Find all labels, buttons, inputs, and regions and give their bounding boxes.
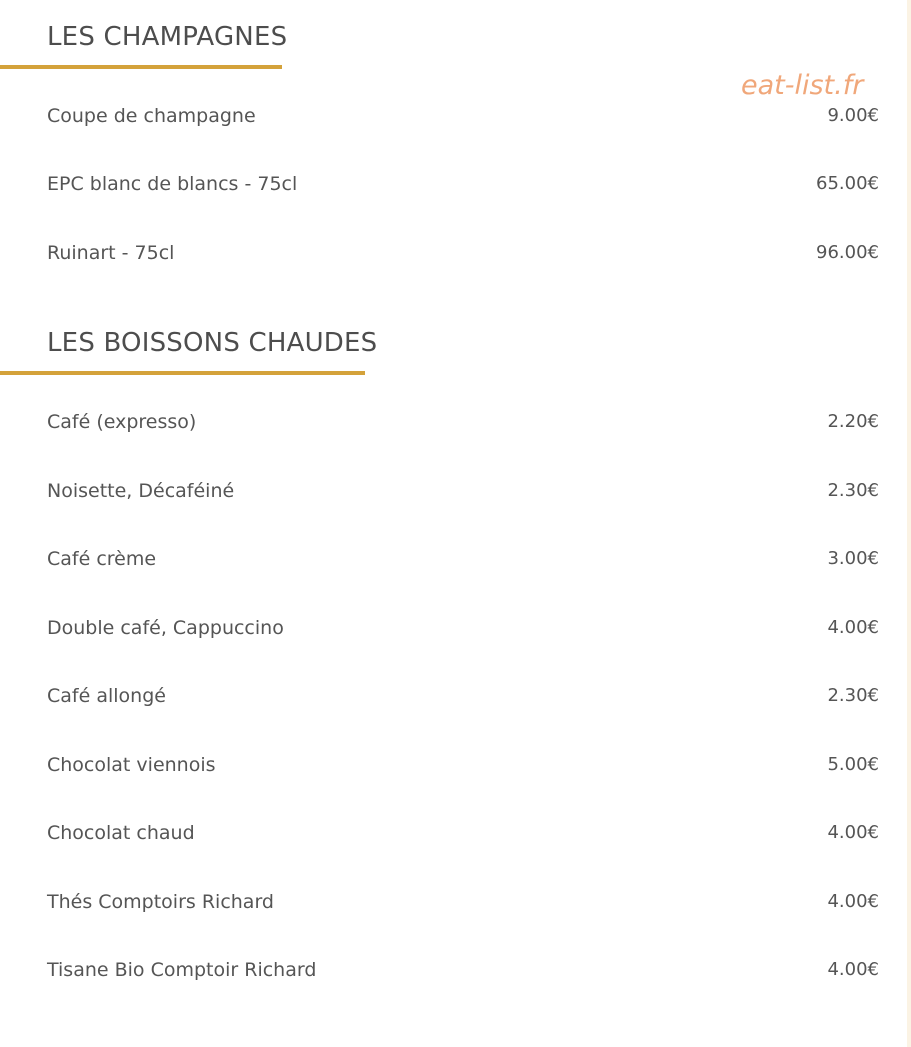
menu-item xyxy=(0,173,907,203)
item-price: 4.00€ xyxy=(827,822,879,843)
item-price: 9.00€ xyxy=(827,105,879,126)
item-price: 3.00€ xyxy=(827,548,879,569)
item-name: Ruinart - 75cl xyxy=(47,242,175,264)
item-name: EPC blanc de blancs - 75cl xyxy=(47,173,298,195)
item-price: 5.00€ xyxy=(827,754,879,775)
menu-item xyxy=(0,754,907,784)
item-name: Chocolat chaud xyxy=(47,822,195,844)
item-price: 4.00€ xyxy=(827,617,879,638)
menu-item xyxy=(0,685,907,715)
section-underline xyxy=(0,371,365,375)
section-underline xyxy=(0,65,282,69)
item-price: 2.20€ xyxy=(827,411,879,432)
item-name: Noisette, Décaféiné xyxy=(47,480,235,502)
page-edge-divider xyxy=(907,0,911,1047)
item-name: Thés Comptoirs Richard xyxy=(47,891,274,913)
menu-item xyxy=(0,959,907,989)
item-price: 4.00€ xyxy=(827,891,879,912)
watermark-logo: eat-list.fr xyxy=(741,70,864,101)
menu-item xyxy=(0,105,907,135)
item-price: 2.30€ xyxy=(827,480,879,501)
item-name: Coupe de champagne xyxy=(47,105,256,127)
item-name: Chocolat viennois xyxy=(47,754,216,776)
menu-item xyxy=(0,891,907,921)
item-name: Double café, Cappuccino xyxy=(47,617,284,639)
menu-item xyxy=(0,242,907,272)
item-price: 2.30€ xyxy=(827,685,879,706)
section-title: LES BOISSONS CHAUDES xyxy=(47,328,378,358)
menu-item xyxy=(0,548,907,578)
menu-item xyxy=(0,480,907,510)
item-price: 96.00€ xyxy=(816,242,879,263)
section-title: LES CHAMPAGNES xyxy=(47,22,288,52)
menu-item xyxy=(0,617,907,647)
menu-item xyxy=(0,822,907,852)
item-name: Tisane Bio Comptoir Richard xyxy=(47,959,317,981)
menu-item xyxy=(0,411,907,441)
item-price: 65.00€ xyxy=(816,173,879,194)
item-name: Café (expresso) xyxy=(47,411,197,433)
item-price: 4.00€ xyxy=(827,959,879,980)
item-name: Café crème xyxy=(47,548,157,570)
item-name: Café allongé xyxy=(47,685,166,707)
